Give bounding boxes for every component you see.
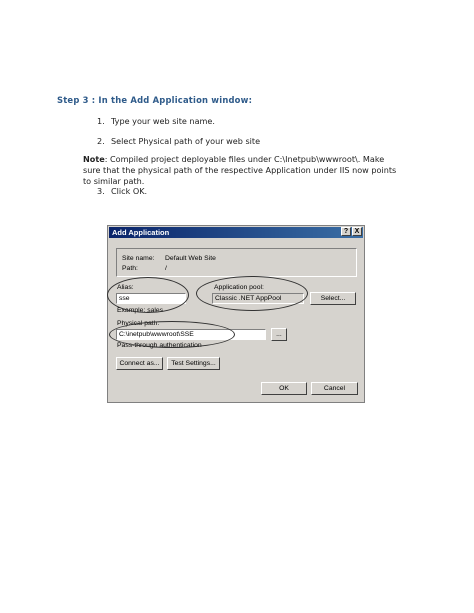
help-icon[interactable]: ? (341, 227, 351, 236)
path-label: Path: (122, 265, 138, 272)
step-text: Click OK. (111, 186, 148, 196)
ok-button[interactable]: OK (261, 382, 307, 395)
step-title: Step 3 : In the Add Application window: (57, 95, 253, 105)
note-text: : Compiled project deployable files under C:\Inetpub\wwwroot\. Make sure that the physical path of the respective Application under IIS now points to similar path. (83, 154, 397, 186)
step-3 (97, 186, 147, 196)
step-1 (97, 116, 215, 126)
step-number: 3. (97, 186, 105, 196)
alias-input[interactable]: sse (116, 293, 186, 304)
test-settings-button[interactable]: Test Settings... (167, 357, 220, 370)
app-pool-label: Application pool: (214, 284, 264, 291)
site-name-value: Default Web Site (165, 255, 216, 262)
physical-path-label: Physical path: (117, 320, 160, 327)
step-number: 1. (97, 116, 105, 126)
site-info-group (116, 248, 357, 277)
app-pool-field: Classic .NET AppPool (212, 293, 304, 304)
step-text: Select Physical path of your web site (111, 136, 261, 146)
step-2 (97, 136, 260, 146)
connect-as-button[interactable]: Connect as... (116, 357, 163, 370)
alias-label: Alias: (117, 284, 134, 291)
pass-through-label: Pass-through authentication (117, 342, 202, 349)
cancel-button[interactable]: Cancel (311, 382, 358, 395)
browse-button[interactable]: ... (271, 328, 287, 341)
physical-path-input[interactable]: C:\inetpub\wwwroot\SSE (116, 329, 266, 340)
add-application-dialog (107, 225, 365, 403)
note-label: Note (83, 154, 105, 164)
step-text: Type your web site name. (111, 116, 215, 126)
dialog-titlebar (109, 227, 363, 238)
site-name-label: Site name: (122, 255, 155, 262)
step-number: 2. (97, 136, 105, 146)
alias-example: Example: sales (117, 307, 164, 314)
note-paragraph (83, 154, 403, 187)
close-icon[interactable]: X (352, 227, 362, 236)
select-button[interactable]: Select... (310, 292, 356, 305)
dialog-title: Add Application (112, 228, 170, 237)
path-value: / (165, 265, 167, 272)
